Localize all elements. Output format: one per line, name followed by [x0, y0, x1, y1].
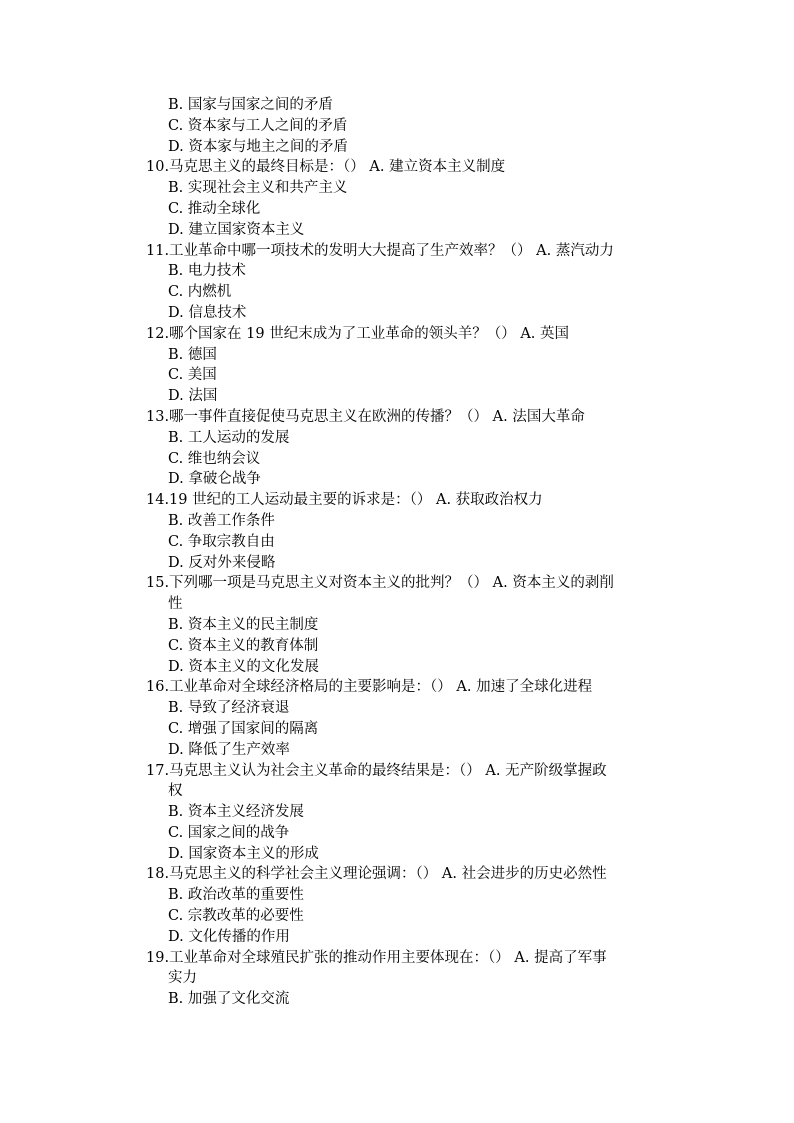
option-line: B. 政治改革的重要性	[168, 887, 304, 904]
option-line: B. 加强了文化交流	[168, 991, 290, 1008]
option-line: C. 推动全球化	[168, 200, 261, 217]
question-line: 10.马克思主义的最终目标是：（） A. 建立资本主义制度	[146, 159, 506, 176]
continuation-line: 实力	[168, 970, 197, 987]
question-line: 12.哪个国家在 19 世纪末成为了工业革命的领头羊？（） A. 英国	[146, 325, 570, 342]
option-line: D. 资本家与地主之间的矛盾	[168, 138, 348, 155]
option-line: D. 建立国家资本主义	[168, 221, 305, 238]
question-line: 16.工业革命对全球经济格局的主要影响是：（） A. 加速了全球化进程	[146, 679, 593, 696]
option-line: C. 增强了国家间的隔离	[168, 720, 319, 737]
option-line: C. 内燃机	[168, 284, 232, 301]
option-line: B. 改善工作条件	[168, 512, 275, 529]
option-line: C. 美国	[168, 367, 217, 384]
question-line: 18.马克思主义的科学社会主义理论强调：（） A. 社会进步的历史必然性	[146, 866, 607, 883]
option-line: C. 资本家与工人之间的矛盾	[168, 117, 348, 134]
option-line: B. 实现社会主义和共产主义	[168, 180, 348, 197]
option-line: C. 维也纳会议	[168, 450, 261, 467]
option-line: C. 资本主义的教育体制	[168, 637, 319, 654]
option-line: D. 反对外来侵略	[168, 554, 276, 571]
option-line: D. 文化传播的作用	[168, 928, 290, 945]
question-line: 15.下列哪一项是马克思主义对资本主义的批判？（） A. 资本主义的剥削	[146, 575, 614, 592]
option-line: D. 法国	[168, 388, 218, 405]
option-line: D. 信息技术	[168, 304, 247, 321]
question-line: 13.哪一事件直接促使马克思主义在欧洲的传播？（） A. 法国大革命	[146, 408, 585, 425]
option-line: C. 宗教改革的必要性	[168, 908, 304, 925]
question-line: 11.工业革命中哪一项技术的发明大大提高了生产效率？（） A. 蒸汽动力	[146, 242, 614, 259]
option-line: B. 导致了经济衰退	[168, 700, 290, 717]
option-line: B. 工人运动的发展	[168, 429, 290, 446]
option-line: D. 资本主义的文化发展	[168, 658, 319, 675]
option-line: C. 争取宗教自由	[168, 533, 275, 550]
option-line: B. 国家与国家之间的矛盾	[168, 97, 333, 113]
option-line: D. 降低了生产效率	[168, 741, 290, 758]
option-line: B. 资本主义经济发展	[168, 804, 304, 821]
option-line: B. 电力技术	[168, 263, 246, 280]
question-line: 14.19 世纪的工人运动最主要的诉求是：（） A. 获取政治权力	[146, 492, 543, 509]
option-line: B. 德国	[168, 346, 217, 363]
option-line: B. 资本主义的民主制度	[168, 616, 319, 633]
option-line: C. 国家之间的战争	[168, 824, 290, 841]
continuation-line: 性	[168, 596, 183, 613]
document-page	[0, 95, 794, 1010]
option-line: D. 国家资本主义的形成	[168, 845, 319, 862]
question-line: 17.马克思主义认为社会主义革命的最终结果是：（） A. 无产阶级掌握政	[146, 762, 607, 779]
continuation-line: 权	[168, 783, 183, 800]
question-line: 19.工业革命对全球殖民扩张的推动作用主要体现在：（） A. 提高了军事	[146, 949, 607, 966]
option-line: D. 拿破仑战争	[168, 471, 261, 488]
